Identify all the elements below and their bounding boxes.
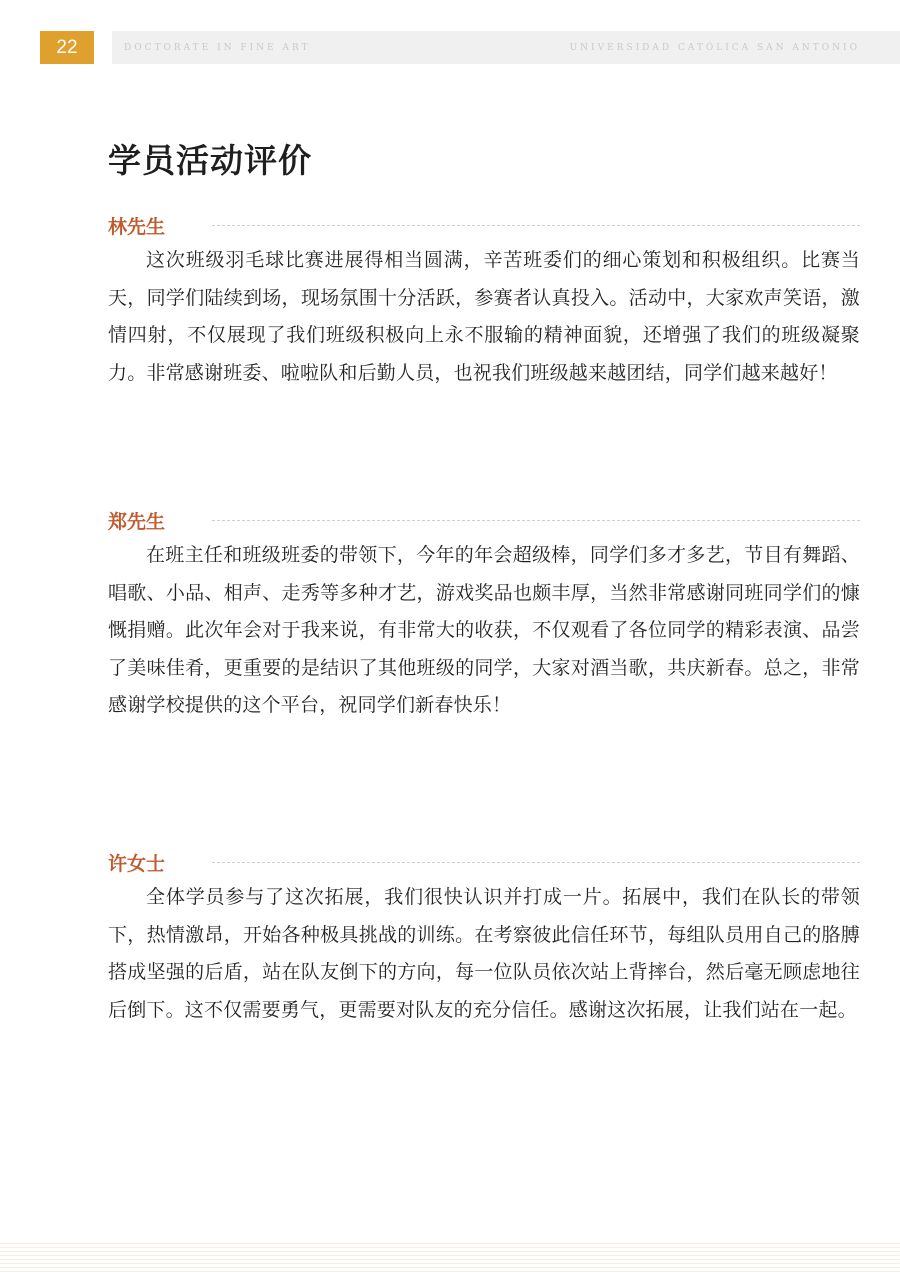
footer-decoration — [0, 1240, 900, 1272]
header-right-text: UNIVERSIDAD CATÓLICA SAN ANTONIO — [569, 43, 860, 53]
dashed-divider — [212, 520, 860, 521]
dashed-divider — [212, 225, 860, 226]
dashed-divider — [212, 862, 860, 863]
review-text: 这次班级羽毛球比赛进展得相当圆满，辛苦班委们的细心策划和积极组织。比赛当天，同学们陆续到场，现场氛围十分活跃，参赛者认真投入。活动中，大家欢声笑语，激情四射，不仅展现了我们班级积极向上永不服输的精神面貌，还增强了我们的班级凝聚力。非常感谢班委、啦啦队和后勤人员，也祝我们班级越来越团结，同学们越来越好！ — [108, 249, 860, 384]
review-section-lin — [108, 212, 860, 392]
reviewer-name: 林先生 — [108, 216, 166, 238]
review-text: 在班主任和班级班委的带领下，今年的年会超级棒，同学们多才多艺，节目有舞蹈、唱歌、小品、相声、走秀等多种才艺，游戏奖品也颇丰厚，当然非常感谢同班同学们的慷慨捐赠。此次年会对于我来说，有非常大的收获，不仅观看了各位同学的精彩表演、品尝了美味佳肴，更重要的是结识了其他班级的同学，大家对酒当歌，共庆新春。总之，非常感谢学校提供的这个平台，祝同学们新春快乐！ — [108, 544, 860, 716]
reviewer-name: 郑先生 — [108, 511, 166, 533]
review-text: 全体学员参与了这次拓展，我们很快认识并打成一片。拓展中，我们在队长的带领下，热情激昂，开始各种极具挑战的训练。在考察彼此信任环节，每组队员用自己的胳膊搭成坚强的后盾，站在队友倒下的方向，每一位队员依次站上背摔台，然后毫无顾虑地往后倒下。这不仅需要勇气，更需要对队友的充分信任。感谢这次拓展，让我们站在一起。 — [108, 886, 860, 1021]
page-title: 学员活动评价 — [108, 141, 312, 180]
section-header — [108, 212, 860, 242]
review-section-xu — [108, 849, 860, 1029]
section-header — [108, 849, 860, 879]
header-left-text: DOCTORATE IN FINE ART — [124, 43, 311, 53]
header-bar — [112, 31, 900, 64]
page-header — [40, 31, 900, 64]
section-header — [108, 507, 860, 537]
review-section-zheng — [108, 507, 860, 725]
page-number-badge: 22 — [40, 31, 94, 64]
reviewer-name: 许女士 — [108, 853, 166, 875]
